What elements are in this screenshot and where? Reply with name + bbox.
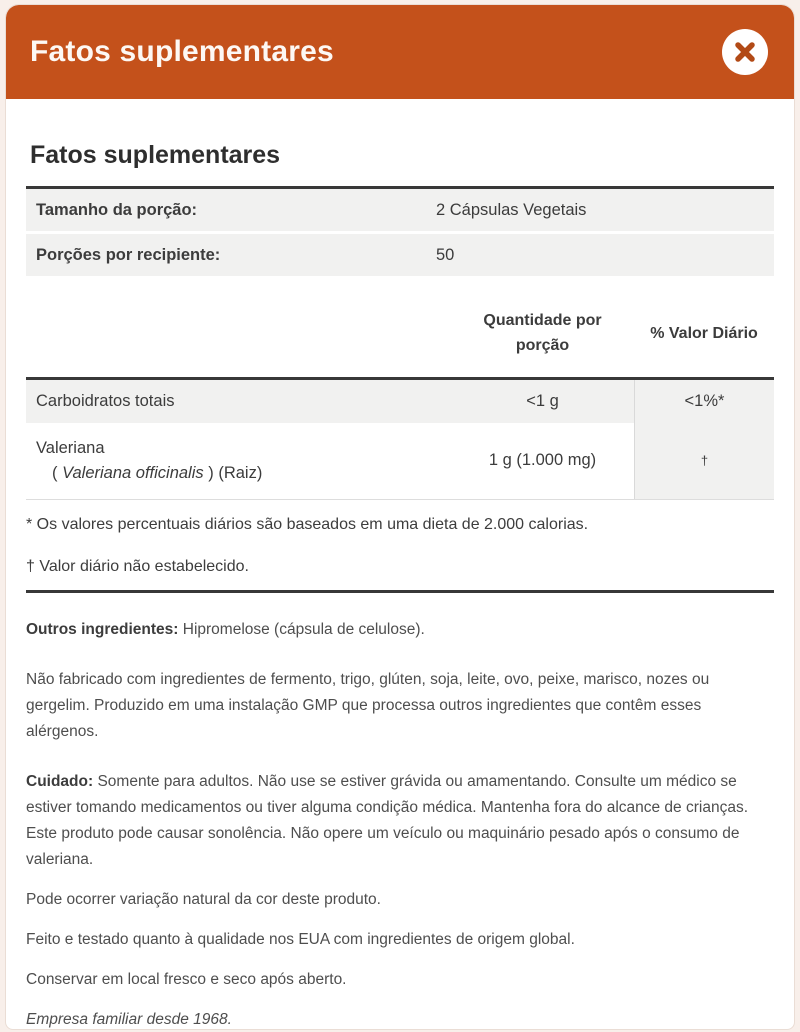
table-row [26,234,774,276]
other-ingredients-label: Outros ingredientes: [26,620,179,638]
storage-paragraph: Conservar em local fresco e seco após aberto. [26,970,347,988]
ingredient-name [26,423,451,499]
ingredient-name: Carboidratos totais [36,391,175,410]
family-company-paragraph: Empresa familiar desde 1968. [26,1010,232,1028]
caution-label: Cuidado: [26,772,94,790]
ingredient-daily-value: † [634,423,774,499]
table-row [26,380,774,423]
serving-info-table [26,186,774,276]
other-ingredients-paragraph: Outros ingredientes: Hipromelose (cápsula de celulose). [26,620,425,638]
scientific-name: Valeriana officinalis [62,463,204,482]
modal-content [6,99,794,1030]
serving-size-value: 2 Cápsulas Vegetais [436,200,587,219]
modal-title: Fatos suplementares [30,35,334,68]
serving-size-label: Tamanho da porção: [36,200,198,219]
close-button[interactable] [722,29,768,75]
table-row [26,189,774,231]
modal-header [6,5,794,99]
nutrition-column-headers [26,309,774,359]
ingredient-title: Valeriana [36,438,105,457]
footnote-daily-values: * Os valores percentuais diários são baseados em uma dieta de 2.000 calorias. [26,515,589,533]
ingredient-amount: <1 g [526,391,559,410]
table-row [26,423,774,500]
caution-paragraph: Cuidado: Somente para adultos. Não use se estiver grávida ou amamentando. Consulte um médico se estiver tomando medicamentos ou tiver alguma condição médica. Mantenha fora do alcance de crianças. Este produto pode causar sonolência. Não opere um veículo ou maquinário pesado após o consumo de valeriana. [26,772,749,868]
ingredient-amount: 1 g (1.000 mg) [488,451,597,470]
amount-per-serving-header: Quantidade por porção [483,312,602,354]
ingredient-scientific-line: ( Valeriana officinalis ) (Raiz) [52,463,263,482]
allergen-paragraph: Não fabricado com ingredientes de fermento, trigo, glúten, soja, leite, ovo, peixe, marisco, nozes ou gergelim. Produzido em uma instalação GMP que processa outros ingredientes que contêm esses alérgenos. [26,670,710,740]
footnote-dagger: † Valor diário não estabelecido. [26,557,249,575]
servings-per-container-value: 50 [436,245,455,264]
ingredient-daily-value: <1%* [634,380,774,423]
quality-paragraph: Feito e testado quanto à qualidade nos EUA com ingredientes de origem global. [26,930,575,948]
divider [26,590,774,593]
supplement-facts-modal [5,4,795,1030]
section-title: Fatos suplementares [30,141,281,169]
servings-per-container-label: Porções por recipiente: [36,245,221,264]
close-icon [734,41,756,63]
nutrition-table [26,377,774,500]
daily-value-header: % Valor Diário [650,324,758,342]
color-variation-paragraph: Pode ocorrer variação natural da cor deste produto. [26,890,381,908]
